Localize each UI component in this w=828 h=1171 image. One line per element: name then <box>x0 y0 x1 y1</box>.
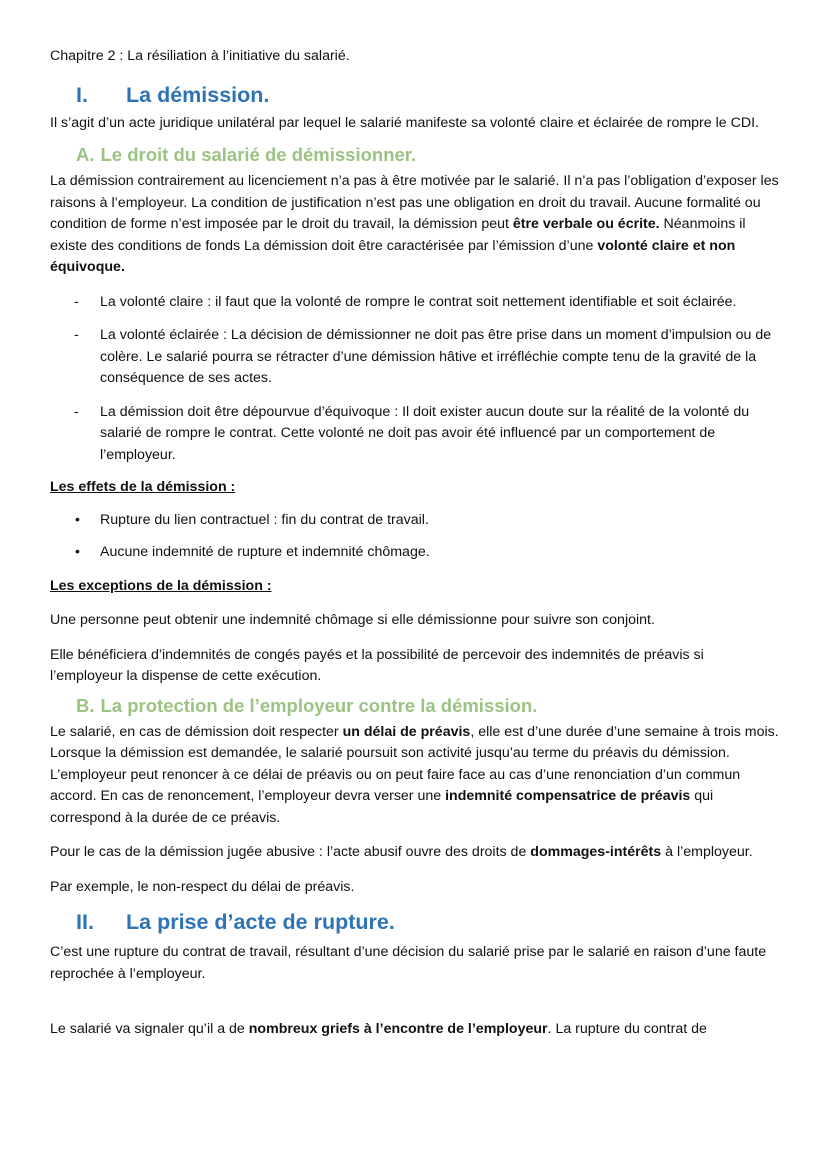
effects-list <box>50 510 780 564</box>
section-2-paragraph-1: C’est une rupture du contrat de travail, résultant d’une décision du salarié prise par le salarié en raison d’une faute reprochée à l’employeur. <box>50 944 767 982</box>
bold-run: un délai de préavis <box>342 723 471 740</box>
list-item-text: La volonté éclairée : La décision de démissionner ne doit pas être prise dans un moment d’impulsion ou de colère. Le salarié pourra se rétracter d’une démission hâtive et irréfléchie compte tenu de la gravité de la conséquence de ses actes. <box>100 327 772 386</box>
bold-run: être verbale ou écrite. <box>512 216 660 232</box>
exceptions-heading: Les exceptions de la démission : <box>50 577 272 594</box>
bold-run: dommages-intérêts <box>530 844 662 860</box>
text-run: . La rupture du contrat de <box>547 1021 707 1037</box>
text-run: qui correspond à la durée de ce préavis. <box>50 788 714 826</box>
exceptions-paragraph-1: Une personne peut obtenir une indemnité chômage si elle démissionne pour suivre son conjoint. <box>50 612 655 628</box>
bullet-marker: • <box>75 543 80 559</box>
section-1-heading <box>76 81 780 109</box>
subsection-a-paragraph <box>50 171 780 279</box>
volonte-list <box>50 292 780 467</box>
dash-marker: - <box>74 327 79 343</box>
bold-run: nombreux griefs à l’encontre de l’employeur <box>248 1021 548 1037</box>
section-1-intro: Il s’agit d’un acte juridique unilatéral par lequel le salarié manifeste sa volonté claire et éclairée de rompre le CDI. <box>50 114 759 131</box>
bold-run: volonté claire et non équivoque. <box>50 237 736 275</box>
text-run: Le salarié, en cas de démission doit respecter <box>50 723 343 740</box>
text-run: Néanmoins il existe des conditions de fonds La démission doit être caractérisée par l’émission d’une <box>50 216 746 254</box>
section-1-title: La démission. <box>126 82 270 107</box>
list-item <box>50 325 780 390</box>
section-2-paragraph-2 <box>50 1019 780 1041</box>
dash-marker: - <box>74 293 79 310</box>
list-item-text: La volonté claire : il faut que la volonté de rompre le contrat soit nettement identifiable et soit éclairée. <box>100 293 737 310</box>
effects-heading: Les effets de la démission : <box>50 479 236 495</box>
bullet-marker: • <box>75 510 80 527</box>
chapter-title: Chapitre 2 : La résiliation à l’initiative du salarié. <box>50 48 350 64</box>
list-item-text: La démission doit être dépourvue d’équivoque : Il doit exister aucun doute sur la réalité de la volonté du salarié de rompre le contrat. Cette volonté ne doit pas avoir été influencé par un comportement de l’employeur. <box>100 403 750 463</box>
text-run: La démission contrairement au licenciement n’a pas à être motivée par le salarié. Il n’a pas l’obligation d’exposer les raisons à l’employeur. La condition de justification n’est pas une obligation en droit du travail. Aucune formalité ou condition de forme n’est imposée par le droit du travail, la démission peut <box>50 173 779 232</box>
text-run: à l’employeur. <box>661 844 753 860</box>
text-run: Pour le cas de la démission jugée abusive : l’acte abusif ouvre des droits de <box>50 844 531 860</box>
dash-marker: - <box>74 403 79 420</box>
subsection-b-paragraph-2 <box>50 842 780 864</box>
subsection-a-letter: A. <box>76 144 95 165</box>
list-item <box>50 292 780 314</box>
document-page <box>50 46 780 1041</box>
subsection-a-title: Le droit du salarié de démissionner. <box>100 144 417 165</box>
exceptions-paragraph-2: Elle bénéficiera d’indemnités de congés payés et la possibilité de percevoir des indemnités de préavis si l’employeur la dispense de cette exécution. <box>50 646 704 684</box>
subsection-b-paragraph-1 <box>50 722 780 830</box>
text-run: Le salarié va signaler qu’il a de <box>50 1021 249 1037</box>
list-item-text: Aucune indemnité de rupture et indemnité chômage. <box>100 544 430 560</box>
bold-run: indemnité compensatrice de préavis <box>445 788 691 804</box>
subsection-b-heading <box>76 693 780 719</box>
subsection-a-heading <box>76 142 780 168</box>
section-2-title: La prise d’acte de rupture. <box>126 910 395 934</box>
text-run: , elle est d’une durée d’une semaine à trois mois. Lorsque la démission est demandée, le salarié poursuit son activité jusqu’au terme du préavis du démission. L’employeur peut renoncer à ce délai de préavis ou on peut faire face au cas d’une renonciation d’un commun accord. En cas de renoncement, l’employeur devra verser une <box>50 723 779 804</box>
section-1-number: I. <box>76 82 88 107</box>
subsection-b-letter: B. <box>76 694 95 716</box>
section-2-heading <box>76 908 780 936</box>
section-2-number: II. <box>76 910 94 934</box>
list-item <box>50 510 780 532</box>
subsection-b-paragraph-3: Par exemple, le non-respect du délai de préavis. <box>50 878 355 895</box>
subsection-b-title: La protection de l’employeur contre la démission. <box>100 694 538 716</box>
list-item <box>50 542 780 564</box>
list-item-text: Rupture du lien contractuel : fin du contrat de travail. <box>100 511 429 528</box>
list-item <box>50 402 780 467</box>
